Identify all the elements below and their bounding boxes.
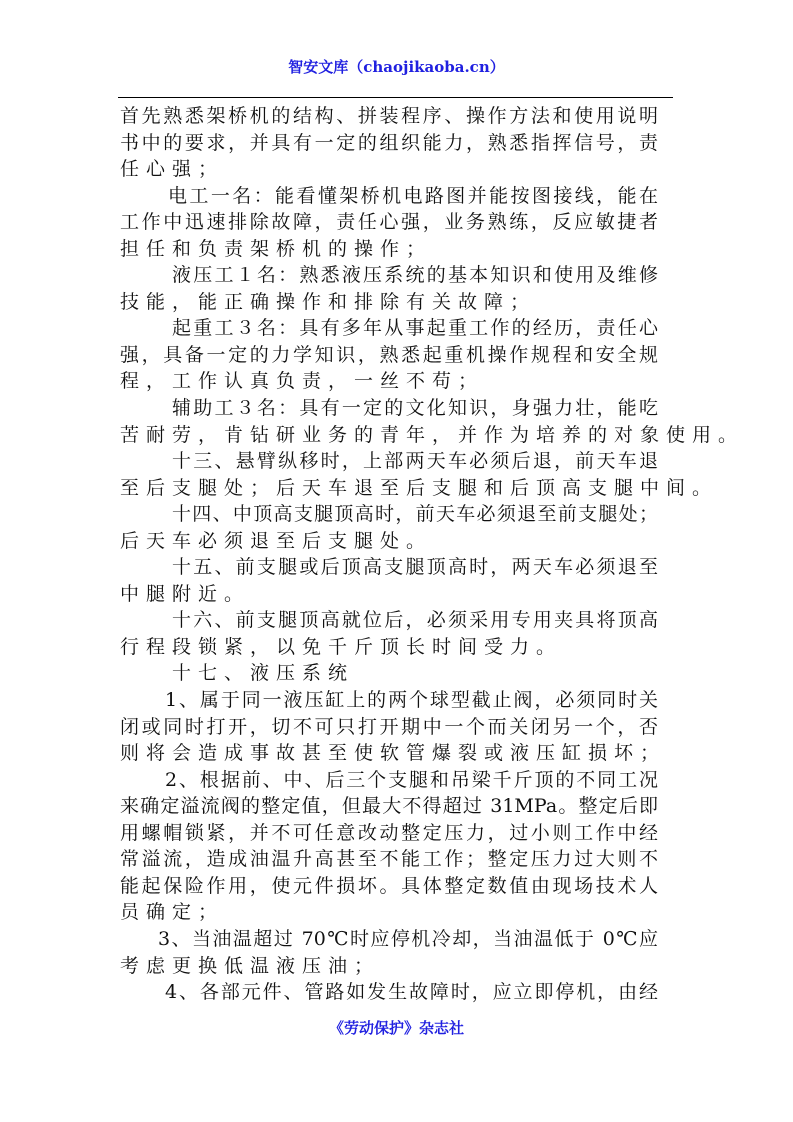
paragraph bbox=[120, 979, 658, 1006]
text-line: 电工一名：能看懂架桥机电路图并能按图接线，能在 bbox=[168, 184, 658, 207]
text-line: 液压工１名：熟悉液压系统的基本知识和使用及维修 bbox=[172, 264, 658, 287]
text-line: 书中的要求，并具有一定的组织能力，熟悉指挥信号，责 bbox=[120, 131, 658, 154]
paragraph bbox=[120, 660, 658, 687]
header-divider bbox=[118, 97, 673, 98]
text-line: 1、属于同一液压缸上的两个球型截止阀，必须同时关 bbox=[165, 689, 658, 712]
paragraph bbox=[120, 926, 658, 979]
document-body bbox=[120, 103, 745, 1006]
paragraph bbox=[120, 262, 658, 315]
text-line: 苦耐劳，肯钻研业务的青年，并作为培养的对象使用。 bbox=[120, 423, 745, 446]
text-line: 至后支腿处；后天车退至后支腿和后顶高支腿中间。 bbox=[120, 476, 719, 499]
text-line: 强，具备一定的力学知识，熟悉起重机操作规程和安全规 bbox=[120, 343, 658, 366]
text-line: 十三、悬臂纵移时，上部两天车必须后退，前天车退 bbox=[172, 450, 658, 473]
text-line: 工作中迅速排除故障，责任心强，业务熟练，反应敏捷者 bbox=[120, 211, 658, 234]
footer-text: 《劳动保护》杂志社 bbox=[328, 1019, 464, 1037]
paragraph bbox=[120, 767, 658, 926]
text-line: 起重工３名：具有多年从事起重工作的经历，责任心 bbox=[172, 317, 658, 340]
text-line: 4、各部元件、管路如发生故障时，应立即停机，由经 bbox=[165, 981, 658, 1004]
text-line: 辅助工３名：具有一定的文化知识，身强力壮，能吃 bbox=[172, 397, 658, 420]
paragraph bbox=[120, 448, 719, 501]
paragraph bbox=[120, 103, 658, 183]
paragraph bbox=[120, 395, 745, 448]
text-line: 常溢流，造成油温升高甚至不能工作；整定压力过大则不 bbox=[120, 848, 658, 871]
text-line: 员确定； bbox=[120, 901, 225, 924]
header-title: 智安文库（chaojikaoba.cn） bbox=[288, 58, 505, 76]
text-line: 十七、液压系统 bbox=[172, 662, 355, 685]
text-line: 闭或同时打开，切不可只打开期中一个而关闭另一个，否 bbox=[120, 715, 658, 738]
paragraph bbox=[120, 501, 658, 554]
paragraph bbox=[120, 607, 658, 660]
paragraph bbox=[120, 554, 658, 607]
paragraph bbox=[120, 183, 658, 263]
text-line: 首先熟悉架桥机的结构、拼装程序、操作方法和使用说明 bbox=[120, 105, 658, 127]
paragraph bbox=[120, 315, 658, 395]
text-line: 用螺帽锁紧，并不可任意改动整定压力，过小则工作中经 bbox=[120, 821, 658, 844]
text-line: 十五、前支腿或后顶高支腿顶高时，两天车必须退至 bbox=[172, 556, 658, 579]
text-line: 技能，能正确操作和排除有关故障； bbox=[120, 290, 537, 313]
text-line: 3、当油温超过 70℃时应停机冷却，当油温低于 0℃应 bbox=[158, 927, 658, 950]
paragraph bbox=[120, 687, 667, 767]
text-line: 来确定溢流阀的整定值，但最大不得超过 31MPa。整定后即 bbox=[120, 795, 658, 818]
text-line: 十六、前支腿顶高就位后，必须采用专用夹具将顶高 bbox=[172, 609, 658, 632]
text-line: 担任和负责架桥机的操作； bbox=[120, 237, 433, 260]
text-line: 则将会造成事故甚至使软管爆裂或液压缸损坏； bbox=[120, 742, 667, 765]
text-line: 能起保险作用，使元件损坏。具体整定数值由现场技术人 bbox=[120, 874, 658, 897]
text-line: 行程段锁紧，以免千斤顶长时间受力。 bbox=[120, 635, 563, 658]
text-line: 考虑更换低温液压油； bbox=[120, 954, 381, 977]
text-line: 中腿附近。 bbox=[120, 582, 251, 605]
text-line: 2、根据前、中、后三个支腿和吊梁千斤顶的不同工况 bbox=[165, 768, 658, 791]
text-line: 程，工作认真负责，一丝不苟； bbox=[120, 370, 485, 393]
text-line: 任心强； bbox=[120, 158, 225, 181]
text-line: 十四、中顶高支腿顶高时，前天车必须退至前支腿处； bbox=[172, 503, 658, 526]
text-line: 后天车必须退至后支腿处。 bbox=[120, 529, 433, 552]
